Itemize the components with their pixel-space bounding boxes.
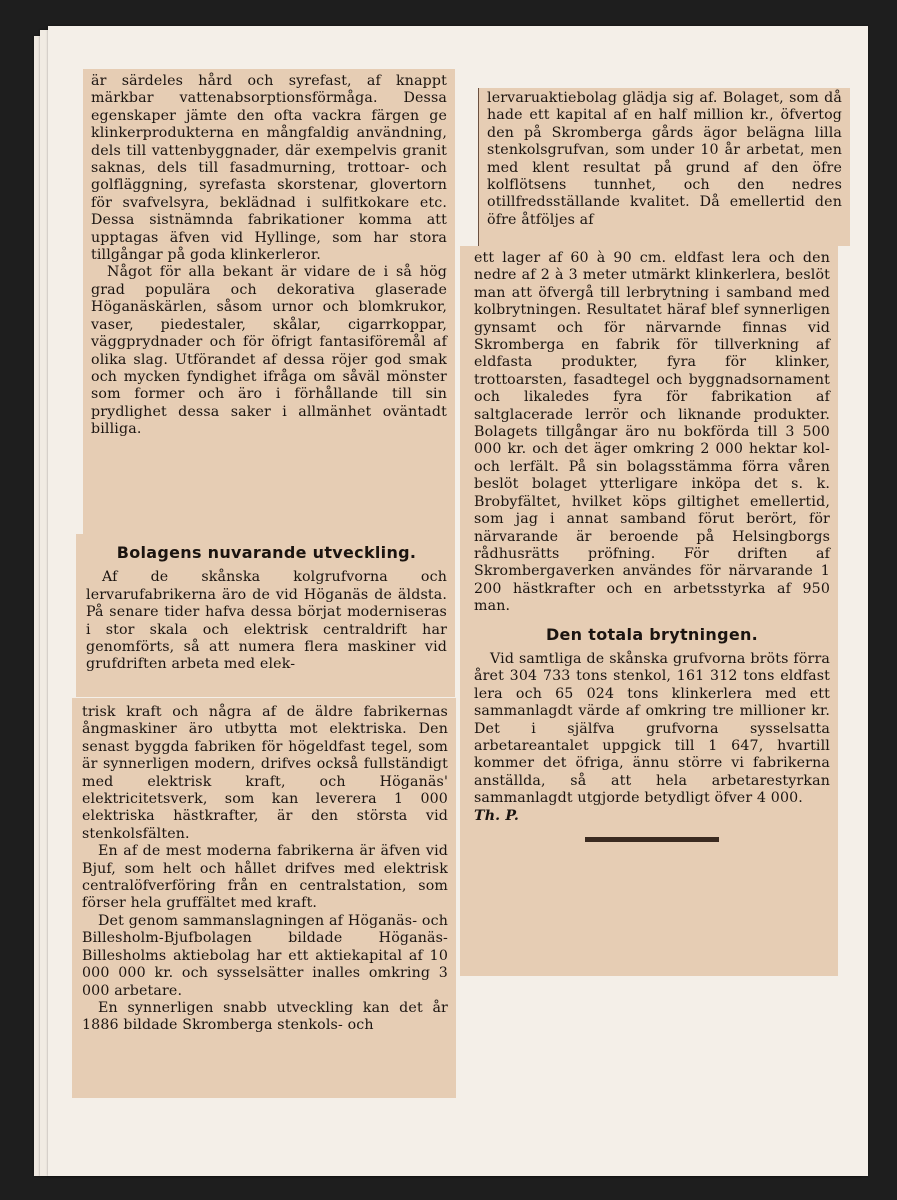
newspaper-clipping-right-top bbox=[478, 88, 850, 246]
article-paragraph: Vid samtliga de skånska grufvorna bröts förra året 304 733 tons stenkol, 161 312 tons eldfast lera och 65 024 tons klinkerlera med ett sammanlagdt värde af omkring tre millioner kr. Det i själfva grufvorna sysselsatta arbetareantalet uppgick till 1 647, hvartill kommer det öfriga, ännu större vi fabrikerna anställda, så att hela arbetarestyrkan sammanlagdt utgjorde betydligt öfver 4 000. bbox=[474, 650, 830, 807]
newspaper-clipping-right-main bbox=[460, 246, 838, 976]
article-paragraph: Af de skånska kolgrufvorna och lervarufabrikerna äro de vid Höganäs de äldsta. På senare tider hafva dessa börjat moderniseras i stor skala och elektrisk centraldrift har genomförts, så att numera flera maskiner vid grufdriften arbeta med elek- bbox=[86, 569, 447, 673]
article-paragraph: trisk kraft och några af de äldre fabrikernas ångmaskiner äro utbytta mot elektriska. Den senast byggda fabriken för högeldfast tegel, som är synnerligen modern, drifves också fullständigt med elektrisk kraft, och Höganäs' elektricitetsverk, som kan leverera 1 000 elektriska hästkrafter, är den största vid stenkolsfälten. bbox=[82, 704, 448, 842]
article-paragraph: En synnerligen snabb utveckling kan det år 1886 bildade Skromberga stenkols- och bbox=[82, 999, 448, 1034]
end-rule-divider bbox=[585, 837, 719, 842]
section-heading: Bolagens nuvarande utveckling. bbox=[116, 543, 417, 562]
article-paragraph: lervaruaktiebolag glädja sig af. Bolaget, som då hade ett kapital af en half million kr., öfvertog den på Skromberga gårds ägor belägna lilla stenkolsgrufvan, som under 10 år arbetat, men med klent resultat på grund af den öfre kolflötsens tunnhet, och den nedres otillfredsställande kvalitet. Då emellertid den öfre åtföljes af bbox=[487, 90, 842, 228]
newspaper-clipping-left-top bbox=[83, 69, 455, 534]
article-paragraph: Det genom sammanslagningen af Höganäs- och Billesholm-Bjufbolagen bildade Höganäs-Billesholms aktiebolag har ett aktiekapital af 10 000 000 kr. och sysselsätter inalles omkring 3 000 arbetare. bbox=[82, 912, 448, 999]
article-paragraph: Något för alla bekant är vidare de i så hög grad populära och dekorativa glaserade Höganäskärlen, såsom urnor och blomkrukor, vaser, piedestaler, skålar, cigarrkoppar, väggprydnader och för öfrigt fantasiföremål af olika slag. Utförandet af dessa röjer god smak och mycken fyndighet ifråga om såväl mönster som former och äro i förhållande till sin prydlighet dessa saker i allmänhet oväntadt billiga. bbox=[91, 264, 447, 438]
article-paragraph: är särdeles hård och syrefast, af knappt märkbar vattenabsorptionsförmåga. Dessa egenskaper jämte den ofta vackra färgen ge klinkerprodukterna en mångfaldig användning, dels till vattenbyggnader, där exempelvis granit saknas, dels till fasadmurning, trottoar- och golfläggning, syrefasta skorstenar, glovertorn för svafvelsyra, beklädnad i sulfitkokare etc. Dessa sistnämnda fabrikationer komma att upptagas äfven vid Hyllinge, som har stora tillgångar på goda klinkerleror. bbox=[91, 73, 447, 264]
author-signature: Th. P. bbox=[474, 807, 519, 824]
section-heading: Den totala brytningen. bbox=[545, 624, 759, 644]
article-paragraph: En af de mest moderna fabrikerna är äfven vid Bjuf, som helt och hållet drifves med elektrisk centralöfverföring från en centralstation, som förser hela gruffältet med kraft. bbox=[82, 843, 448, 912]
article-paragraph: ett lager af 60 à 90 cm. eldfast lera och den nedre af 2 à 3 meter utmärkt klinkerlera, beslöt man att öfvergå till lerbrytning i samband med kolbrytningen. Resultatet häraf blef synnerligen gynsamt och för närvarnde finnas vid Skromberga en fabrik för tillverkning af eldfasta produkter, fyra för klinker, trottoarsten, fasadtegel och byggnadsornament och likaledes fyra för fabrikation af saltglacerade lerrör och liknande produkter. Bolagets tillgångar äro nu bokförda till 3 500 000 kr. och det äger omkring 2 000 hektar kol- och lerfält. På sin bolagsstämma förra våren beslöt bolaget ytterligare inköpa det s. k. Brobyfältet, hvilket köps giltighet emellertid, som jag i annat samband förut berört, för närvarande är beroende på Helsingborgs rådhusrätts pröfning. För driften af Skrombergaverken användes för närvarande 1 200 hästkrafter och en arbetsstyrka af 950 man. bbox=[474, 250, 830, 615]
newspaper-clipping-left-mid bbox=[76, 534, 455, 697]
newspaper-clipping-left-bottom bbox=[72, 698, 456, 1098]
